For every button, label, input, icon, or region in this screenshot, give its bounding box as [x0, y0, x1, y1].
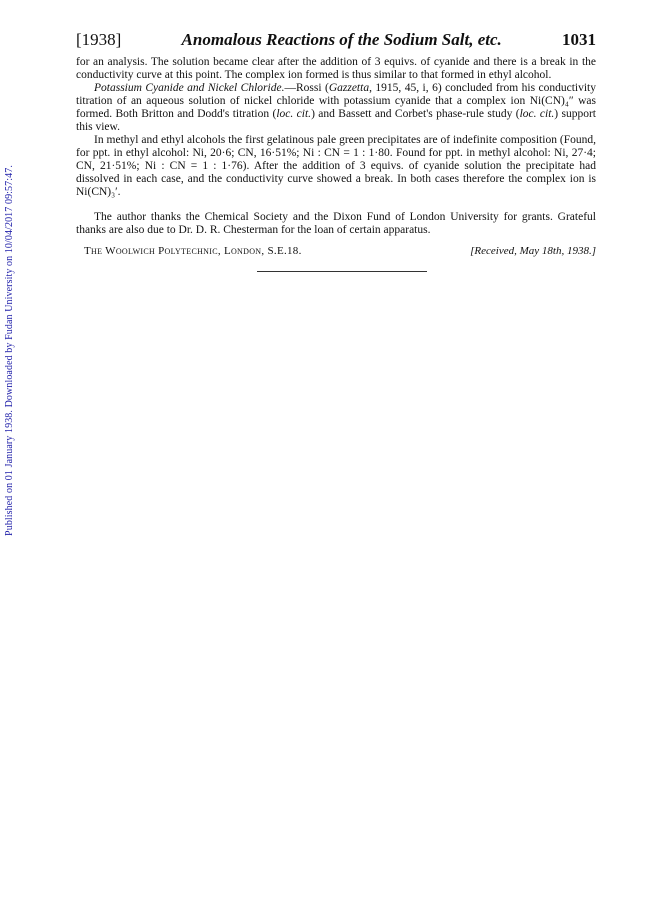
- affiliation: The Woolwich Polytechnic, London, S.E.18.: [84, 245, 302, 257]
- header-year: [1938]: [76, 30, 122, 49]
- paragraph-2-part-c: ) and Bassett and Corbet's phase-rule study (: [311, 108, 520, 120]
- header-page-number: 1031: [561, 30, 596, 49]
- loc-cit-2: loc. cit.: [519, 108, 555, 120]
- acknowledgements: The author thanks the Chemical Society and the Dixon Fund of London University for grants. Grateful thanks are also due to Dr. D. R. Chesterman for the loan of certain apparatus.: [76, 211, 596, 236]
- journal-page: [76, 30, 596, 272]
- paragraph-2-part-d: ) support this view.: [76, 108, 597, 133]
- paragraph-2: [76, 82, 596, 134]
- download-watermark: [0, 150, 20, 550]
- download-watermark-text: Published on 01 January 1938. Downloaded by Fudan University on 10/04/2017 09:57:47.: [3, 164, 15, 536]
- running-header: [76, 30, 596, 50]
- received-date: [Received, May 18th, 1938.]: [470, 245, 596, 257]
- section-heading-potassium-cyanide: Potassium Cyanide and Nickel Chloride.: [94, 82, 285, 94]
- paragraph-2-part-b: , 1915, 45, i, 6) concluded from his conductivity titration of an aqueous solution of nickel chloride with potassium cyanide that a complex ion Ni(CN)₄″ was formed. Both Britton and Dodd's titration (: [76, 82, 596, 120]
- loc-cit-1: loc. cit.: [276, 108, 312, 120]
- paragraph-1: for an analysis. The solution became clear after the addition of 3 equivs. of cyanide and there is a break in the conductivity curve at this point. The complex ion formed is thus similar to that formed in ethyl alcohol.: [76, 56, 596, 81]
- paragraph-2-part-a: —Rossi (: [284, 82, 329, 94]
- paragraph-3: In methyl and ethyl alcohols the first gelatinous pale green precipitates are of indefinite composition (Found, for ppt. in ethyl alcohol: Ni, 20·6; CN, 16·51%; Ni : CN = 1 : 1·80. Found for ppt. in methyl alcohol: Ni, 27·4; CN, 21·51%; Ni : CN = 1 : 1·76). After the addition of 3 equivs. of cyanide solution the precipitate had dissolved in each case, and the conductivity curve showed a break. In both cases therefore the complex ion is Ni(CN)₃′.: [76, 134, 596, 198]
- affiliation-line: [76, 245, 596, 257]
- journal-name: Gazzetta: [328, 82, 370, 94]
- header-title: Anomalous Reactions of the Sodium Salt, etc.: [181, 30, 502, 49]
- end-rule: [257, 271, 427, 272]
